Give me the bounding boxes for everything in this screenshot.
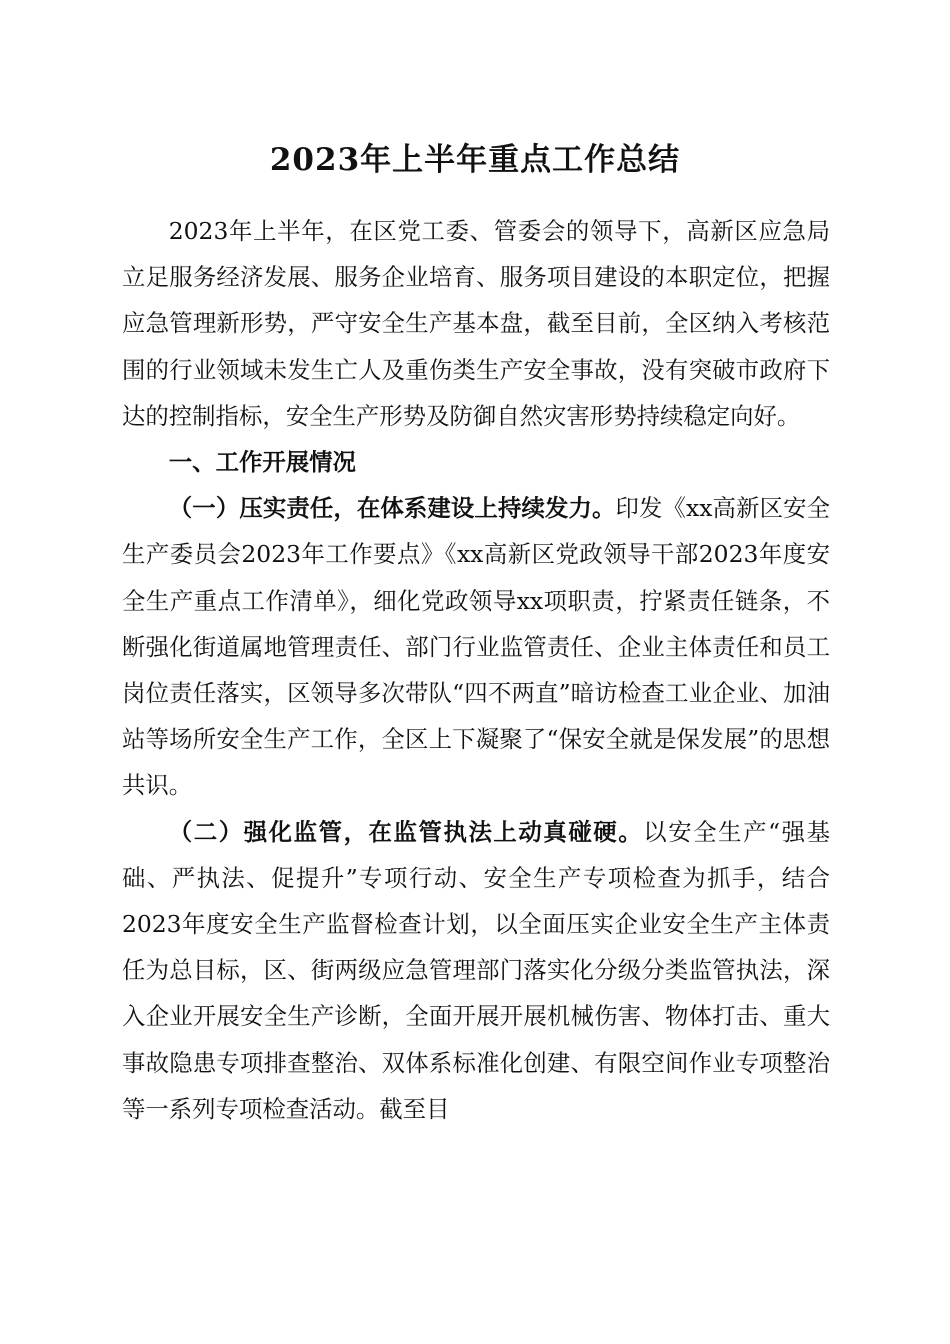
item-2-lead: （二）强化监管，在监管执法上动真碰硬。 bbox=[168, 817, 644, 846]
item-1-lead: （一）压实责任，在体系建设上持续发力。 bbox=[168, 494, 616, 523]
document-title: 2023年上半年重点工作总结 bbox=[269, 142, 681, 178]
item-1-text: 印发《xx高新区安全生产委员会2023年工作要点》《xx高新区党政领导干部2023年度安全生产重点工作清单》，细化党政领导xx项职责，拧紧责任链条，不断强化街道属地管理责任、部门行业监管责任、企业主体责任和员工岗位责任落实，区领导多次带队“四不两直”暗访检查工业企业、加油站等场所安全生产工作，全区上下凝聚了“保安全就是保发展”的思想共识。 bbox=[122, 494, 830, 800]
document-body bbox=[122, 208, 830, 1132]
item-2-paragraph bbox=[122, 809, 830, 1132]
intro-paragraph: 2023年上半年，在区党工委、管委会的领导下，高新区应急局立足服务经济发展、服务企业培育、服务项目建设的本职定位，把握应急管理新形势，严守安全生产基本盘，截至目前，全区纳入考核范围的行业领域未发生亡人及重伤类生产安全事故，没有突破市政府下达的控制指标，安全生产形势及防御自然灾害形势持续稳定向好。 bbox=[122, 217, 830, 430]
item-1-paragraph bbox=[122, 485, 830, 808]
section-heading: 一、工作开展情况 bbox=[168, 448, 356, 477]
item-2-text: 以安全生产“强基础、严执法、促提升”专项行动、安全生产专项检查为抓手，结合2023年度安全生产监督检查计划，以全面压实企业安全生产主体责任为总目标，区、街两级应急管理部门落实化分级分类监管执法，深入企业开展安全生产诊断，全面开展开展机械伤害、物体打击、重大事故隐患专项排查整治、双体系标准化创建、有限空间作业专项整治等一系列专项检查活动。截至目 bbox=[122, 817, 831, 1123]
